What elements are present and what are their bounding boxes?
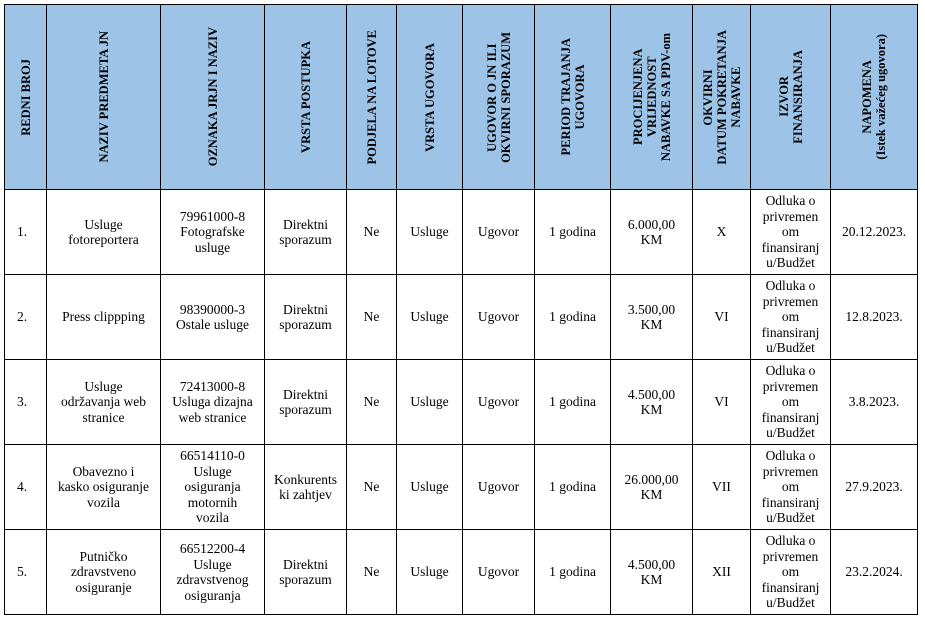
okvirni-datum-text: XII [712, 564, 731, 580]
ugovor-ili-sporazum-cell [463, 530, 535, 615]
period-trajanja-text: 1 godina [549, 309, 596, 325]
ugovor-ili-sporazum-text: Ugovor [477, 224, 520, 240]
redni-broj-text: 5. [17, 564, 28, 580]
podjela-na-lotove-cell [347, 275, 397, 360]
okvirni-datum-cell [693, 445, 751, 530]
izvor-finansiranja-cell [751, 275, 831, 360]
izvor-finansiranja-cell [751, 190, 831, 275]
table-row [5, 360, 918, 445]
vrsta-postupka-text: Konkurents ki zahtjev [274, 471, 337, 502]
podjela-na-lotove-text: Ne [363, 309, 380, 325]
okvirni-datum-text: X [716, 224, 727, 240]
procijenjena-vrijednost-text: 3.500,00 KM [627, 301, 676, 332]
oznaka-jrjn-cell [161, 275, 265, 360]
header-vrsta-ugovora: VRSTA UGOVORA [397, 5, 463, 190]
period-trajanja-text: 1 godina [549, 564, 596, 580]
naziv-predmeta-cell [47, 275, 161, 360]
izvor-finansiranja-text: Odluka o privremen om finansiranj u/Budžet [761, 533, 820, 611]
podjela-na-lotove-text: Ne [363, 564, 380, 580]
oznaka-jrjn-text: 79961000-8 Fotografske usluge [179, 208, 246, 255]
vrsta-postupka-cell [265, 445, 347, 530]
redni-broj-cell [5, 360, 47, 445]
procijenjena-vrijednost-text: 26.000,00 KM [624, 471, 679, 502]
napomena-cell [831, 445, 918, 530]
redni-broj-cell [5, 190, 47, 275]
ugovor-ili-sporazum-text: Ugovor [477, 394, 520, 410]
header-naziv-predmeta: NAZIV PREDMETA JN [47, 5, 161, 190]
redni-broj-cell [5, 445, 47, 530]
naziv-predmeta-text: Usluge fotoreportera [68, 216, 139, 247]
izvor-finansiranja-text: Odluka o privremen om finansiranj u/Budžet [761, 193, 820, 271]
ugovor-ili-sporazum-text: Ugovor [477, 479, 520, 495]
period-trajanja-text: 1 godina [549, 224, 596, 240]
napomena-text: 23.2.2024. [845, 564, 903, 580]
naziv-predmeta-cell [47, 445, 161, 530]
redni-broj-cell [5, 530, 47, 615]
vrsta-postupka-text: Direktni sporazum [279, 556, 332, 587]
procijenjena-vrijednost-cell [611, 190, 693, 275]
napomena-cell [831, 275, 918, 360]
napomena-text: 12.8.2023. [845, 309, 903, 325]
okvirni-datum-text: VI [714, 309, 729, 325]
redni-broj-cell [5, 275, 47, 360]
vrsta-postupka-cell [265, 190, 347, 275]
oznaka-jrjn-text: 66514110-0 Usluge osiguranja motornih vozila [180, 448, 245, 526]
procijenjena-vrijednost-cell [611, 275, 693, 360]
naziv-predmeta-text: Obavezno i kasko osiguranje vozila [57, 463, 150, 510]
podjela-na-lotove-cell [347, 190, 397, 275]
header-izvor-finansiranja: IZVOR FINANSIRANJA [751, 5, 831, 190]
podjela-na-lotove-cell [347, 445, 397, 530]
header-napomena: NAPOMENA (Istek važećeg ugovora) [831, 5, 918, 190]
period-trajanja-cell [535, 445, 611, 530]
okvirni-datum-text: VI [714, 394, 729, 410]
vrsta-ugovora-cell [397, 360, 463, 445]
ugovor-ili-sporazum-cell [463, 275, 535, 360]
okvirni-datum-text: VII [712, 479, 731, 495]
podjela-na-lotove-text: Ne [363, 394, 380, 410]
ugovor-ili-sporazum-cell [463, 360, 535, 445]
izvor-finansiranja-text: Odluka o privremen om finansiranj u/Budžet [761, 363, 820, 441]
oznaka-jrjn-text: 72413000-8 Usluga dizajna web stranice [172, 378, 253, 425]
procurement-table [4, 4, 918, 615]
podjela-na-lotove-cell [347, 360, 397, 445]
vrsta-postupka-cell [265, 360, 347, 445]
period-trajanja-text: 1 godina [549, 479, 596, 495]
oznaka-jrjn-cell [161, 360, 265, 445]
naziv-predmeta-text: Usluge održavanja web stranice [60, 378, 147, 425]
vrsta-ugovora-text: Usluge [410, 309, 449, 325]
header-period-trajanja: PERIOD TRAJANJA UGOVORA [535, 5, 611, 190]
napomena-text: 20.12.2023. [841, 224, 907, 240]
period-trajanja-cell [535, 530, 611, 615]
redni-broj-text: 4. [17, 479, 28, 495]
oznaka-jrjn-text: 66512200-4 Usluge zdravstvenog osiguranja [176, 541, 249, 603]
procijenjena-vrijednost-cell [611, 530, 693, 615]
izvor-finansiranja-text: Odluka o privremen om finansiranj u/Budžet [761, 278, 820, 356]
procijenjena-vrijednost-text: 4.500,00 KM [627, 556, 676, 587]
oznaka-jrjn-cell [161, 445, 265, 530]
vrsta-ugovora-text: Usluge [410, 479, 449, 495]
header-vrsta-postupka: VRSTA POSTUPKA [265, 5, 347, 190]
vrsta-postupka-text: Direktni sporazum [279, 301, 332, 332]
procijenjena-vrijednost-text: 4.500,00 KM [627, 386, 676, 417]
oznaka-jrjn-text: 98390000-3 Ostale usluge [175, 301, 250, 332]
table-row [5, 275, 918, 360]
izvor-finansiranja-cell [751, 360, 831, 445]
izvor-finansiranja-cell [751, 530, 831, 615]
vrsta-ugovora-text: Usluge [410, 224, 449, 240]
ugovor-ili-sporazum-cell [463, 190, 535, 275]
procijenjena-vrijednost-cell [611, 445, 693, 530]
header-podjela-na-lotove: PODJELA NA LOTOVE [347, 5, 397, 190]
napomena-cell [831, 190, 918, 275]
redni-broj-text: 3. [17, 394, 28, 410]
vrsta-postupka-text: Direktni sporazum [279, 216, 332, 247]
vrsta-ugovora-text: Usluge [410, 564, 449, 580]
oznaka-jrjn-cell [161, 530, 265, 615]
napomena-text: 27.9.2023. [845, 479, 903, 495]
ugovor-ili-sporazum-text: Ugovor [477, 309, 520, 325]
vrsta-ugovora-text: Usluge [410, 394, 449, 410]
okvirni-datum-cell [693, 530, 751, 615]
podjela-na-lotove-text: Ne [363, 479, 380, 495]
ugovor-ili-sporazum-cell [463, 445, 535, 530]
vrsta-postupka-text: Direktni sporazum [279, 386, 332, 417]
vrsta-postupka-cell [265, 275, 347, 360]
header-redni-broj: REDNI BROJ [5, 5, 47, 190]
podjela-na-lotove-cell [347, 530, 397, 615]
oznaka-jrjn-cell [161, 190, 265, 275]
vrsta-ugovora-cell [397, 530, 463, 615]
okvirni-datum-cell [693, 190, 751, 275]
header-okvirni-datum: OKVIRNI DATUM POKRETANJA NABAVKE [693, 5, 751, 190]
izvor-finansiranja-cell [751, 445, 831, 530]
ugovor-ili-sporazum-text: Ugovor [477, 564, 520, 580]
header-ugovor-ili-sporazum: UGOVOR O JN ILI OKVIRNI SPORAZUM [463, 5, 535, 190]
procijenjena-vrijednost-cell [611, 360, 693, 445]
table-row [5, 445, 918, 530]
period-trajanja-cell [535, 360, 611, 445]
podjela-na-lotove-text: Ne [363, 224, 380, 240]
header-oznaka-jrjn: OZNAKA JRJN I NAZIV [161, 5, 265, 190]
naziv-predmeta-cell [47, 530, 161, 615]
napomena-cell [831, 360, 918, 445]
naziv-predmeta-text: Press clippping [62, 309, 145, 325]
naziv-predmeta-cell [47, 360, 161, 445]
okvirni-datum-cell [693, 275, 751, 360]
period-trajanja-cell [535, 275, 611, 360]
period-trajanja-cell [535, 190, 611, 275]
okvirni-datum-cell [693, 360, 751, 445]
vrsta-postupka-cell [265, 530, 347, 615]
period-trajanja-text: 1 godina [549, 394, 596, 410]
vrsta-ugovora-cell [397, 445, 463, 530]
table-row [5, 190, 918, 275]
vrsta-ugovora-cell [397, 190, 463, 275]
header-procijenjena-vrijednost: PROCIJENJENA VRIJEDNOST NABAVKE SA PDV-om [611, 5, 693, 190]
naziv-predmeta-cell [47, 190, 161, 275]
redni-broj-text: 1. [17, 224, 28, 240]
napomena-text: 3.8.2023. [848, 394, 900, 410]
header-row [5, 5, 918, 190]
napomena-cell [831, 530, 918, 615]
redni-broj-text: 2. [17, 309, 28, 325]
naziv-predmeta-text: Putničko zdravstveno osiguranje [70, 548, 137, 595]
table-row [5, 530, 918, 615]
vrsta-ugovora-cell [397, 275, 463, 360]
procijenjena-vrijednost-text: 6.000,00 KM [627, 216, 676, 247]
izvor-finansiranja-text: Odluka o privremen om finansiranj u/Budžet [761, 448, 820, 526]
